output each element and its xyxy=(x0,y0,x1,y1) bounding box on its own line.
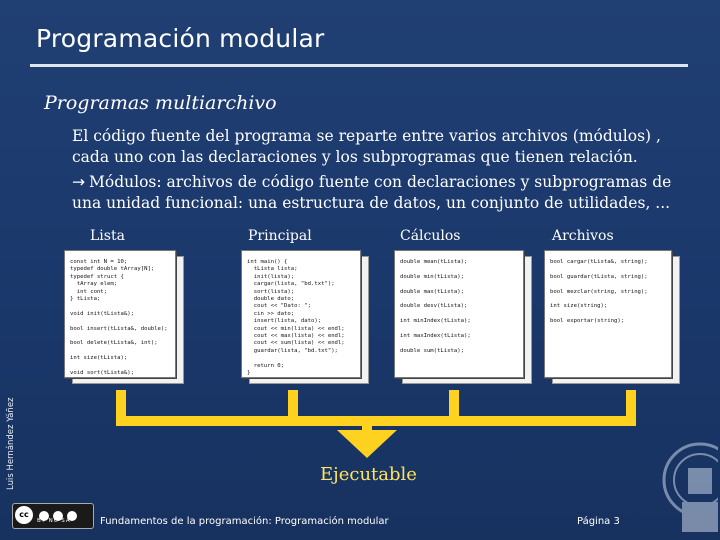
author-credit: Luis Hernández Yáñez xyxy=(6,397,16,490)
page-number: Página 3 xyxy=(577,516,620,527)
slide-title: Programación modular xyxy=(36,24,325,53)
arrow-right-icon: → xyxy=(72,173,85,191)
university-seal-icon xyxy=(660,440,718,538)
paragraph-modules-intro: El código fuente del programa se reparte entre varios archivos (módulos) , cada uno con las declaraciones y los subprogramas que tienen relación. xyxy=(72,127,661,166)
code-principal: int main() { tLista lista; init(lista); cargar(lista, "bd.txt"); sort(lista); double dato; cout << "Dato: "; cin >> dato; insert(lista, dato); cout << min(lista) << endl; cout << max(lista) << endl; cout << sum(lista) << endl; guardar(lista, "bd.txt"); return 0; } xyxy=(247,259,345,377)
paragraph-modules-definition-text: Módulos: archivos de código fuente con declaraciones y subprogramas de una unidad funcional: una estructura de datos, un conjunto de utilidades, ... xyxy=(72,173,672,212)
code-archivos: bool cargar(tLista&, string); bool guardar(tLista, string); bool mezclar(string, string); int size(string); bool exportar(string); xyxy=(550,259,648,325)
module-label-principal: Principal xyxy=(248,228,312,244)
license-badge xyxy=(12,503,94,529)
module-label-archivos: Archivos xyxy=(552,228,614,244)
slide-subtitle: Programas multiarchivo xyxy=(44,92,277,114)
module-label-lista: Lista xyxy=(90,228,125,244)
license-terms-icons xyxy=(39,506,91,516)
footer-course-title: Fundamentos de la programación: Programación modular xyxy=(100,516,389,527)
code-lista: const int N = 10; typedef double tArray[N]; typedef struct { tArray elem; int cont; } tLista; void init(tLista&); bool insert(tLista&, double); bool delete(tLista&, int); int size(tLista); void sort(tLista&); xyxy=(70,259,168,377)
executable-label: Ejecutable xyxy=(320,464,417,485)
creative-commons-icon: cc xyxy=(15,506,33,524)
module-label-calculos: Cálculos xyxy=(400,228,461,244)
license-text: BY NC SA xyxy=(37,518,71,524)
code-calculos: double mean(tLista); double min(tLista); double max(tLista); double desv(tLista); int minIndex(tLista); int maxIndex(tLista); double sum(tLista); xyxy=(400,259,471,354)
